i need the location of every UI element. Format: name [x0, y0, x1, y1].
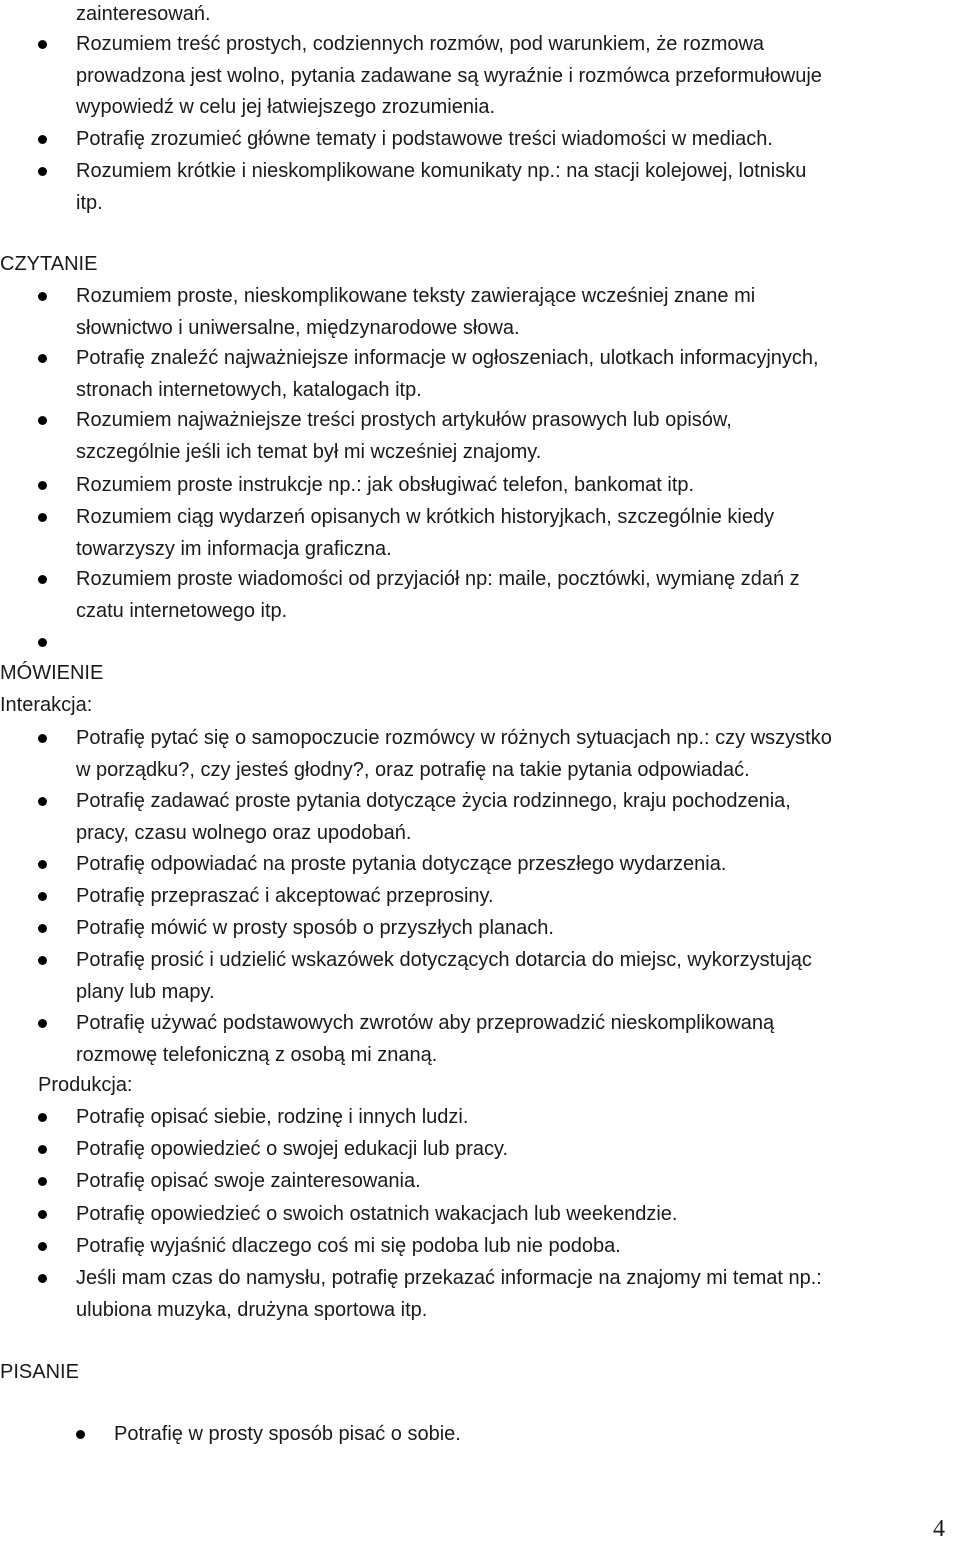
list-item-line: plany lub mapy.: [76, 981, 215, 1003]
list-item-line: itp.: [76, 192, 103, 214]
list-item-line: Potrafię zadawać proste pytania dotyczące życia rodzinnego, kraju pochodzenia,: [76, 790, 791, 812]
list-item-line: Rozumiem proste wiadomości od przyjaciół np: maile, pocztówki, wymianę zdań z: [76, 568, 800, 590]
bullet-icon: [38, 1274, 47, 1283]
list-item-line: Potrafię opisać swoje zainteresowania.: [76, 1170, 421, 1192]
bullet-icon: [38, 1019, 47, 1028]
bullet-icon: [38, 1177, 47, 1186]
list-item-line: rozmowę telefoniczną z osobą mi znaną.: [76, 1044, 438, 1066]
bullet-icon: [38, 734, 47, 743]
list-item-line: Potrafię opowiedzieć o swojej edukacji lub pracy.: [76, 1138, 509, 1160]
list-item-line: Rozumiem proste, nieskomplikowane teksty zawierające wcześniej znane mi: [76, 285, 756, 307]
bullet-icon: [38, 575, 47, 584]
list-item-line: Potrafię prosić i udzielić wskazówek dotyczących dotarcia do miejsc, wykorzystując: [76, 949, 812, 971]
list-item-line: czatu internetowego itp.: [76, 600, 288, 622]
bullet-icon: [38, 892, 47, 901]
list-item-line: Potrafię w prosty sposób pisać o sobie.: [114, 1423, 461, 1445]
continuation-text: zainteresowań.: [76, 3, 211, 25]
list-item-line: wypowiedź w celu jej łatwiejszego zrozumienia.: [76, 96, 496, 118]
list-item-line: Potrafię znaleźć najważniejsze informacje w ogłoszeniach, ulotkach informacyjnych,: [76, 347, 819, 369]
bullet-icon: [38, 1113, 47, 1122]
list-item-line: w porządku?, czy jesteś głodny?, oraz potrafię na takie pytania odpowiadać.: [76, 759, 750, 781]
bullet-icon: [38, 1210, 47, 1219]
section-heading-speaking: MÓWIENIE: [0, 662, 104, 684]
list-item-line: Potrafię odpowiadać na proste pytania dotyczące przeszłego wydarzenia.: [76, 853, 727, 875]
bullet-icon: [38, 354, 47, 363]
bullet-icon: [38, 513, 47, 522]
list-item-line: Potrafię zrozumieć główne tematy i podstawowe treści wiadomości w mediach.: [76, 128, 773, 150]
bullet-icon: [38, 416, 47, 425]
bullet-icon: [38, 292, 47, 301]
list-item-line: Rozumiem najważniejsze treści prostych artykułów prasowych lub opisów,: [76, 409, 732, 431]
list-item-line: pracy, czasu wolnego oraz upodobań.: [76, 822, 412, 844]
list-item-line: szczególnie jeśli ich temat był mi wcześniej znajomy.: [76, 441, 542, 463]
section-heading-writing: PISANIE: [0, 1361, 79, 1383]
bullet-icon: [38, 1242, 47, 1251]
bullet-icon: [38, 638, 47, 647]
bullet-icon: [38, 40, 47, 49]
list-item-line: stronach internetowych, katalogach itp.: [76, 379, 422, 401]
list-item-line: Potrafię pytać się o samopoczucie rozmówcy w różnych sytuacjach np.: czy wszystko: [76, 727, 832, 749]
subheading-interaction: Interakcja:: [0, 694, 93, 716]
list-item-line: ulubiona muzyka, drużyna sportowa itp.: [76, 1299, 428, 1321]
list-item-line: Potrafię używać podstawowych zwrotów aby przeprowadzić nieskomplikowaną: [76, 1012, 775, 1034]
bullet-icon: [38, 956, 47, 965]
bullet-icon: [38, 797, 47, 806]
page-number: 4: [933, 1516, 945, 1542]
bullet-icon: [38, 924, 47, 933]
bullet-icon: [38, 135, 47, 144]
bullet-icon: [38, 1145, 47, 1154]
list-item-line: Potrafię przepraszać i akceptować przeprosiny.: [76, 885, 494, 907]
list-item-line: słownictwo i uniwersalne, międzynarodowe słowa.: [76, 317, 520, 339]
list-item-line: prowadzona jest wolno, pytania zadawane są wyraźnie i rozmówca przeformułowuje: [76, 65, 822, 87]
list-item-line: Potrafię opowiedzieć o swoich ostatnich wakacjach lub weekendzie.: [76, 1203, 678, 1225]
list-item-line: towarzyszy im informacja graficzna.: [76, 538, 392, 560]
subheading-production: Produkcja:: [38, 1074, 133, 1096]
list-item-line: Rozumiem proste instrukcje np.: jak obsługiwać telefon, bankomat itp.: [76, 474, 695, 496]
bullet-icon: [38, 481, 47, 490]
list-item-line: Potrafię opisać siebie, rodzinę i innych ludzi.: [76, 1106, 469, 1128]
list-item-line: Jeśli mam czas do namysłu, potrafię przekazać informacje na znajomy mi temat np.:: [76, 1267, 822, 1289]
list-item-line: Rozumiem treść prostych, codziennych rozmów, pod warunkiem, że rozmowa: [76, 33, 765, 55]
list-item-line: Rozumiem krótkie i nieskomplikowane komunikaty np.: na stacji kolejowej, lotnisku: [76, 160, 807, 182]
list-item-line: Rozumiem ciąg wydarzeń opisanych w krótkich historyjkach, szczególnie kiedy: [76, 506, 775, 528]
bullet-icon: [38, 860, 47, 869]
section-heading-reading: CZYTANIE: [0, 253, 98, 275]
bullet-icon: [76, 1430, 85, 1439]
bullet-icon: [38, 167, 47, 176]
list-item-line: Potrafię wyjaśnić dlaczego coś mi się podoba lub nie podoba.: [76, 1235, 621, 1257]
list-item-line: Potrafię mówić w prosty sposób o przyszłych planach.: [76, 917, 554, 939]
